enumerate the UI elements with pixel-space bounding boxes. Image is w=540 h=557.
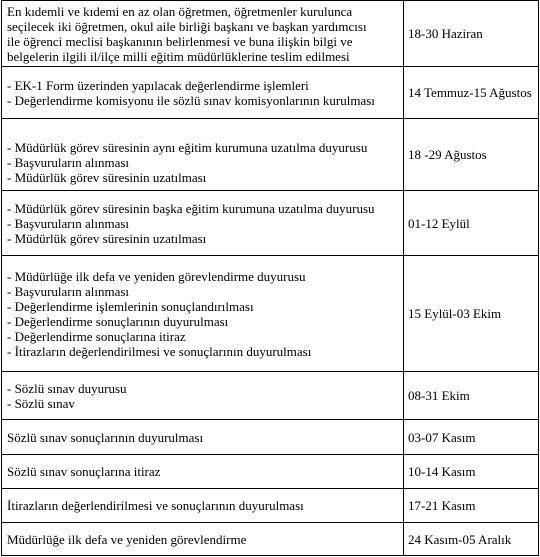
task-cell [2, 489, 404, 523]
table-row [2, 455, 539, 489]
date-cell: 08-31 Ekim [404, 372, 539, 420]
task-cell [2, 372, 404, 420]
schedule-table [1, 0, 539, 556]
task-line: - Sözlü sınav duyurusu [7, 380, 127, 396]
task-line: - Değerlendirme sonuçlarının duyurulması [7, 313, 229, 329]
task-cell [2, 420, 404, 455]
date-cell: 18 -29 Ağustos [404, 119, 539, 191]
date-cell: 24 Kasım-05 Aralık [404, 523, 539, 556]
task-line: Müdürlüğe ilk defa ve yeniden görevlendirme [7, 531, 247, 547]
task-line: belgelerin ilgili il/ilçe milli eğitim müdürlüklerine teslim edilmesi [7, 48, 350, 64]
task-line: En kıdemli ve kıdemi en az olan öğretmen, öğretmenler kurulunca [7, 3, 353, 19]
task-cell [2, 523, 404, 556]
task-line: - EK-1 Form üzerinden yapılacak değerlendirme işlemleri [7, 77, 309, 93]
date-cell: 03-07 Kasım [404, 420, 539, 455]
task-line: - Müdürlük görev süresinin uzatılması [7, 230, 207, 246]
table-row [2, 523, 539, 556]
task-line: - Müdürlük görev süresinin uzatılması [7, 169, 207, 185]
task-line: - Müdürlük görev süresinin başka eğitim kurumuna uzatılma duyurusu [7, 200, 375, 216]
blank-line [7, 125, 399, 140]
task-line: - Değerlendirme işlemlerinin sonuçlandırılması [7, 298, 254, 314]
date-cell: 17-21 Kasım [404, 489, 539, 523]
task-cell [2, 191, 404, 256]
task-cell [2, 1, 404, 67]
task-line: - Başvuruların alınması [7, 215, 130, 231]
table-row [2, 1, 539, 67]
task-line: - Müdürlük görev süresinin aynı eğitim kurumuna uzatılma duyurusu [7, 139, 368, 155]
task-line: Sözlü sınav sonuçlarının duyurulması [7, 429, 204, 445]
table-row [2, 372, 539, 420]
task-line: - İtirazların değerlendirilmesi ve sonuçlarının duyurulması [7, 343, 312, 359]
task-cell [2, 256, 404, 372]
date-cell: 01-12 Eylül [404, 191, 539, 256]
table-row [2, 420, 539, 455]
table-row [2, 119, 539, 191]
task-line: - Müdürlüğe ilk defa ve yeniden görevlendirme duyurusu [7, 268, 306, 284]
date-cell: 14 Temmuz-15 Ağustos [404, 67, 539, 119]
task-line: - Başvuruların alınması [7, 154, 130, 170]
task-line: ile öğrenci meclisi başkanının belirlenmesi ve buna ilişkin bilgi ve [7, 33, 353, 49]
task-line: Sözlü sınav sonuçlarına itiraz [7, 464, 161, 479]
task-line: - Değerlendirme komisyonu ile sözlü sınav komisyonlarının kurulması [7, 92, 375, 108]
date-cell: 18-30 Haziran [404, 1, 539, 67]
date-cell: 15 Eylül-03 Ekim [404, 256, 539, 372]
date-cell: 10-14 Kasım [404, 455, 539, 489]
table-row [2, 67, 539, 119]
task-line: - Sözlü sınav [7, 395, 75, 411]
task-cell [2, 455, 404, 489]
table-row [2, 256, 539, 372]
task-line: - Başvuruların alınması [7, 283, 130, 299]
table-row [2, 489, 539, 523]
task-cell [2, 67, 404, 119]
task-line: seçilecek iki öğretmen, okul aile birliği başkanı ve başkan yardımcısı [7, 18, 367, 34]
task-cell [2, 119, 404, 191]
table-row [2, 191, 539, 256]
task-line: - Değerlendirme sonuçlarına itiraz [7, 328, 186, 344]
task-line: İtirazların değerlendirilmesi ve sonuçlarının duyurulması [7, 498, 304, 513]
